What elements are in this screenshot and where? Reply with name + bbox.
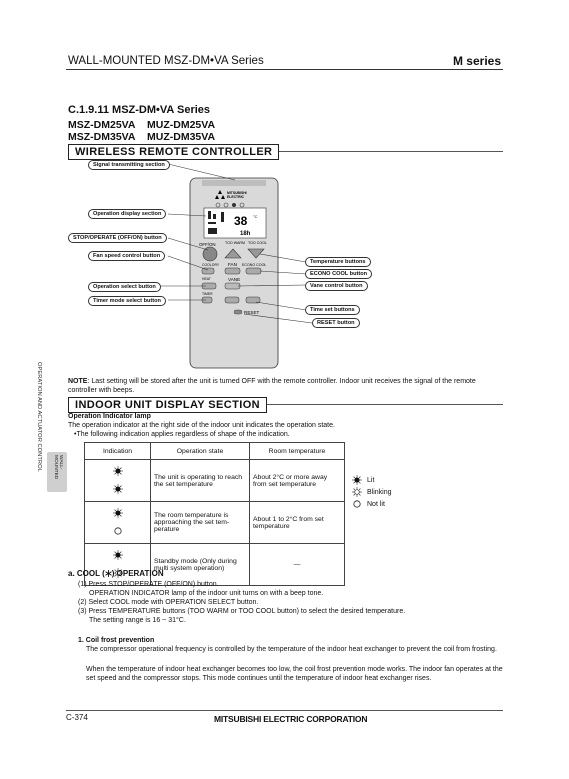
fan-speed-button [202,268,214,274]
label-heat: HEAT [202,277,211,281]
cool-step-1: (1) Press STOP/OPERATE (OFF/ON) button. [78,581,219,588]
indication-cell [85,502,151,544]
model-indoor-2: MSZ-DM35VA [68,131,136,143]
lit-icon [113,484,123,494]
frost-title: 1. Coil frost prevention [78,637,155,644]
cool-step-2: (2) Select COOL mode with OPERATION SELECT button. [78,599,259,606]
lit-icon [113,466,123,476]
label-fan: FAN [228,262,237,267]
lit-icon [113,508,123,518]
frost-p1: The compressor operational frequency is controlled by the temperature of the indoor heat exchanger to prevent the coil from frosting. [86,646,497,653]
lcd-time: 18h [240,231,251,237]
lamp-intro: The operation indicator at the right side of the indoor unit indicates the operation state. [68,422,335,429]
indicator-table [84,442,345,586]
operation-state-cell: The room temperature is approaching the set tem-perature [151,502,250,544]
callout-stop-operate: STOP/OPERATE (OFF/ON) button [68,233,167,243]
callout-temperature: Temperature buttons [305,257,371,267]
lcd-temp-unit: °C [253,214,258,219]
cool-step-1-detail: OPERATION INDICATOR lamp of the indoor unit turns on with a beep tone. [89,590,324,597]
model-outdoor-1: MUZ-DM25VA [147,119,216,131]
label-cool: COOL [202,263,212,267]
label-econo-cool: ECONO COOL [242,263,267,267]
econo-cool-remote-button [246,268,261,274]
note-text: : Last setting will be stored after the unit is turned OFF with the remote controller. Indoor unit receives the signal of the remote controller with beeps. [68,378,476,394]
page-number: C-374 [66,713,88,722]
table-row [85,460,345,502]
label-reset: RESET [244,310,260,315]
heading-rule [250,151,503,152]
section-title: C.1.9.11 MSZ-DM•VA Series [68,104,211,116]
label-too-warm: TOO WARM [225,241,245,245]
note [68,377,498,395]
room-temp-cell: — [250,544,345,586]
cool-heading-start: a. COOL ( [68,569,105,578]
table-row [85,502,345,544]
th-room-temperature: Room temperature [250,443,345,460]
legend-not-lit [352,498,392,510]
th-indication: Indication [85,443,151,460]
indication-cell [85,460,151,502]
lcd-temp: 38 [234,214,248,228]
lit-icon [113,550,123,560]
label-too-cool: TOO COOL [248,241,267,245]
remote-diagram [70,158,510,373]
side-vertical-text: OPERATION AND ACTUATOR CONTROL [36,362,42,472]
frost-p2: When the temperature of indoor heat exchanger becomes too low, the coil frost prevention mode works. The indoor fan operates at the set speed and the compressor stops. This mode continues until the temperature of indoor heat exchanger rises. [86,666,503,682]
legend-lit-label: Lit [367,476,375,484]
callout-signal: Signal transmitting section [88,160,170,170]
not-lit-icon [113,526,123,536]
legend-blinking-label: Blinking [367,488,392,496]
remote-brand-2: ELECTRIC [227,195,244,199]
model-indoor-1: MSZ-DM25VA [68,119,136,131]
footer-rule [66,710,503,711]
cool-step-3: (3) Press TEMPERATURE buttons (TOO WARM or TOO COOL button) to select the desired temperature. [78,608,406,615]
callout-op-select: Operation select button [88,282,161,292]
side-tab-text: WALL-MOUNTED [53,455,63,480]
blinking-icon [352,487,362,497]
label-timer: TIMER [202,292,213,296]
company-name: MITSUBISHI ELECTRIC CORPORATION [214,714,368,724]
callout-reset: RESET button [312,318,360,328]
lamp-title: Operation Indicator lamp [68,413,151,420]
lamp-legend [352,474,392,510]
table-header-row [85,443,345,460]
callout-timer-mode: Timer mode select button [88,296,166,306]
header-rule [66,69,503,70]
note-label: NOTE [68,378,88,385]
snowflake-icon [105,570,112,577]
legend-lit [352,474,392,486]
indoor-heading: INDOOR UNIT DISPLAY SECTION [68,397,267,413]
room-temp-cell: About 1 to 2°C from set temperature [250,502,345,544]
header-series: M series [452,54,501,68]
header-title: WALL-MOUNTED MSZ-DM•VA Series [68,55,264,67]
time-down-button [225,297,239,303]
th-operation-state: Operation state [151,443,250,460]
callout-vane: Vane control button [305,281,368,291]
room-temp-cell: About 2°C or more away from set temperature [250,460,345,502]
signal-window [202,180,266,186]
callout-time-set: Time set buttons [305,305,360,315]
model-outdoor-2: MUZ-DM35VA [147,131,216,143]
lit-icon [352,475,362,485]
not-lit-icon [352,499,362,509]
legend-blinking [352,486,392,498]
model-list [68,119,228,145]
reset-button [234,310,242,314]
operation-state-cell: The unit is operating to reach the set temperature [151,460,250,502]
label-vane: VANE [228,277,241,282]
vane-button [225,283,240,289]
cool-steps [78,580,508,625]
remote-heading: WIRELESS REMOTE CONTROLLER [68,144,279,160]
lamp-bullet: •The following indication applies regardless of shape of the indication. [74,431,290,438]
remote-brand-1: MITSUBISHI [227,191,247,195]
cool-step-3-detail: The setting range is 16 ~ 31°C. [89,617,186,624]
indoor-heading-rule [240,404,503,405]
cool-heading [68,569,164,578]
label-off-on: OFF/ON [199,242,216,247]
label-dry: DRY [212,263,220,267]
cool-heading-end: ) OPERATION [111,569,164,578]
callout-econo-cool: ECONO COOL button [305,269,372,279]
callout-fan-speed: Fan speed control button [88,251,165,261]
side-tab [47,452,67,492]
legend-not-lit-label: Not lit [367,500,385,508]
callout-op-display: Operation display section [88,209,166,219]
operation-state-cell: Standby mode (Only during multi system operation) [151,544,250,586]
fan-button [225,268,240,274]
